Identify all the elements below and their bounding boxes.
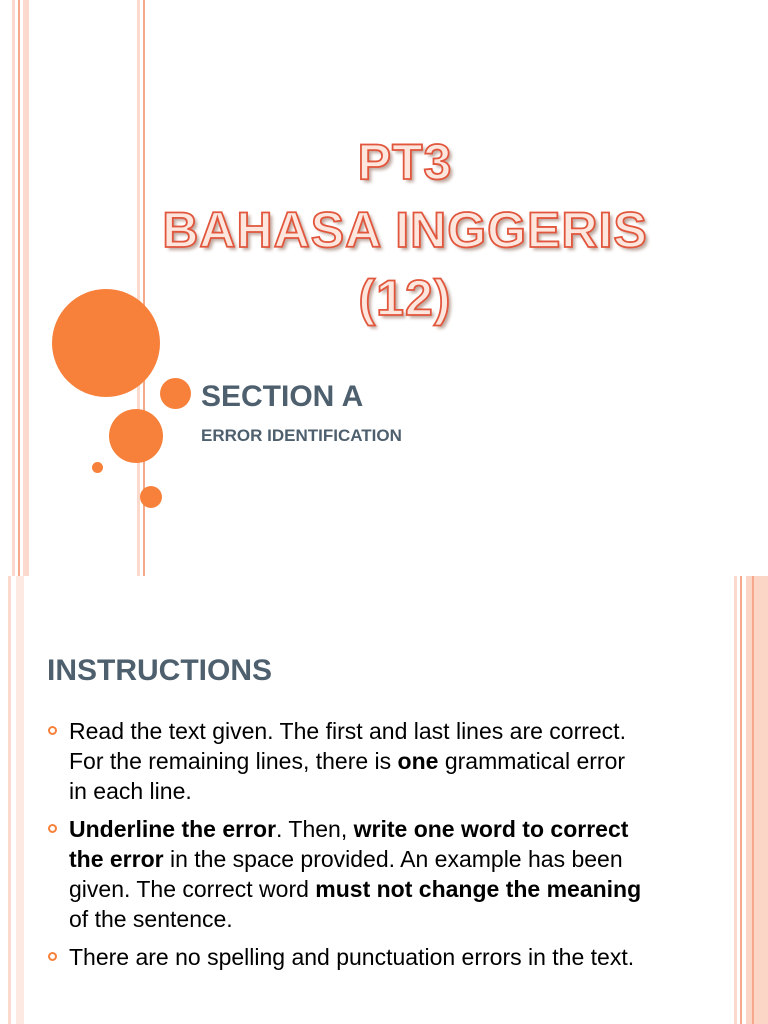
list-item: There are no spelling and punctuation errors in the text. (48, 942, 648, 972)
decor-stripe (16, 576, 24, 1024)
emphasis-text: write one word to correct the error (69, 816, 629, 872)
emphasis-text: Underline the error (69, 816, 277, 842)
title-line: PT3 (357, 134, 453, 190)
decor-circle-medium (160, 378, 191, 409)
section-subtitle: ERROR IDENTIFICATION (201, 426, 402, 445)
section-title: SECTION A (201, 380, 364, 413)
decor-stripe (18, 0, 20, 576)
emphasis-text: one (397, 748, 439, 774)
decor-stripe (23, 0, 29, 576)
bullet-circle-icon (48, 952, 57, 961)
list-item: Underline the error. Then, write one word to correct the error in the space provided. An example has been given. The correct word must not change the meaning of the sentence. (48, 814, 648, 934)
instructions-list (48, 716, 648, 980)
list-item: Read the text given. The first and last lines are correct. For the remaining lines, there is one grammatical error in each line. (48, 716, 648, 806)
decor-stripe (734, 576, 737, 1024)
decor-circle-medium (109, 409, 163, 463)
bullet-circle-icon (48, 726, 57, 735)
decor-stripe (8, 576, 11, 1024)
instructions-heading: INSTRUCTIONS (47, 654, 272, 687)
decor-stripe (752, 576, 754, 1024)
decor-stripe (12, 0, 15, 576)
decor-stripe (740, 576, 742, 1024)
bullet-circle-icon (48, 824, 57, 833)
title-line: BAHASA INGGERIS (162, 202, 648, 258)
decor-circle-small (140, 486, 162, 508)
title-line: (12) (358, 270, 452, 326)
decor-circle-small (92, 462, 103, 473)
emphasis-text: must not change the meaning (315, 876, 642, 902)
instructions-slide (0, 576, 768, 1024)
decor-circle-large (52, 289, 160, 397)
slide-title (120, 128, 690, 332)
decor-stripe (746, 576, 768, 1024)
